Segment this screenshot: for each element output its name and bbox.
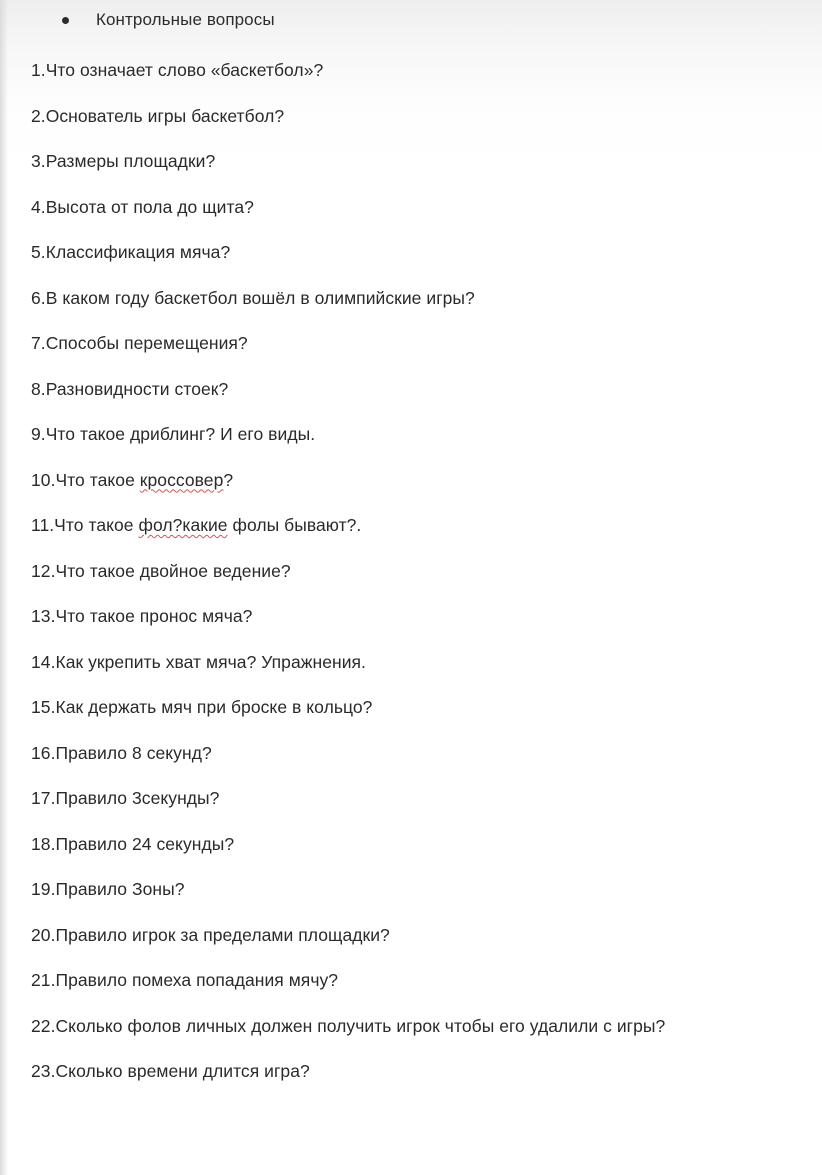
question-10-after: ? [223, 469, 234, 490]
question-11-after: фолы бывают?. [227, 515, 362, 535]
question-item-16: 16.Правило 8 секунд? [31, 742, 212, 763]
heading-text: Контрольные вопросы [96, 10, 275, 29]
question-item-14: 14.Как укрепить хват мяча? Упражнения. [31, 651, 366, 672]
spellcheck-mark: фол?какие [138, 515, 228, 535]
question-item-2: 2.Основатель игры баскетбол? [31, 105, 285, 126]
section-heading [62, 7, 275, 33]
question-item-19: 19.Правило Зоны? [31, 879, 185, 899]
question-item-6: 6.В каком году баскетбол вошёл в олимпийские игры? [31, 287, 475, 308]
question-11-before: 11.Что такое [31, 515, 139, 535]
page-edge-shadow [0, 0, 8, 1175]
question-item-20: 20.Правило игрок за пределами площадки? [31, 924, 390, 945]
question-item-12: 12.Что такое двойное ведение? [31, 560, 291, 581]
question-item-15: 15.Как держать мяч при броске в кольцо? [31, 697, 373, 717]
question-item-9: 9.Что такое дриблинг? И его виды. [31, 424, 316, 444]
question-item-17: 17.Правило 3секунды? [31, 788, 220, 808]
question-item-10 [31, 462, 665, 508]
question-item-1: 1.Что означает слово «баскетбол»? [31, 60, 324, 80]
question-item-23: 23.Сколько времени длится игра? [31, 1061, 310, 1081]
question-item-22: 22.Сколько фолов личных должен получить игрок чтобы его удалили с игры? [31, 1015, 666, 1036]
question-item-21: 21.Правило помеха попадания мячу? [31, 970, 339, 990]
question-10-before: 10.Что такое [31, 469, 140, 490]
question-item-3: 3.Размеры площадки? [31, 151, 216, 171]
question-item-11 [31, 507, 665, 553]
bullet-icon [62, 17, 69, 24]
question-item-13: 13.Что такое пронос мяча? [31, 606, 253, 626]
question-item-18: 18.Правило 24 секунды? [31, 833, 235, 854]
question-item-4: 4.Высота от пола до щита? [31, 196, 254, 217]
spellcheck-mark: кроссовер [139, 469, 224, 490]
question-item-7: 7.Способы перемещения? [31, 333, 248, 353]
questions-list [31, 52, 665, 1099]
question-item-5: 5.Классификация мяча? [31, 242, 231, 262]
question-item-8: 8.Разновидности стоек? [31, 378, 229, 399]
